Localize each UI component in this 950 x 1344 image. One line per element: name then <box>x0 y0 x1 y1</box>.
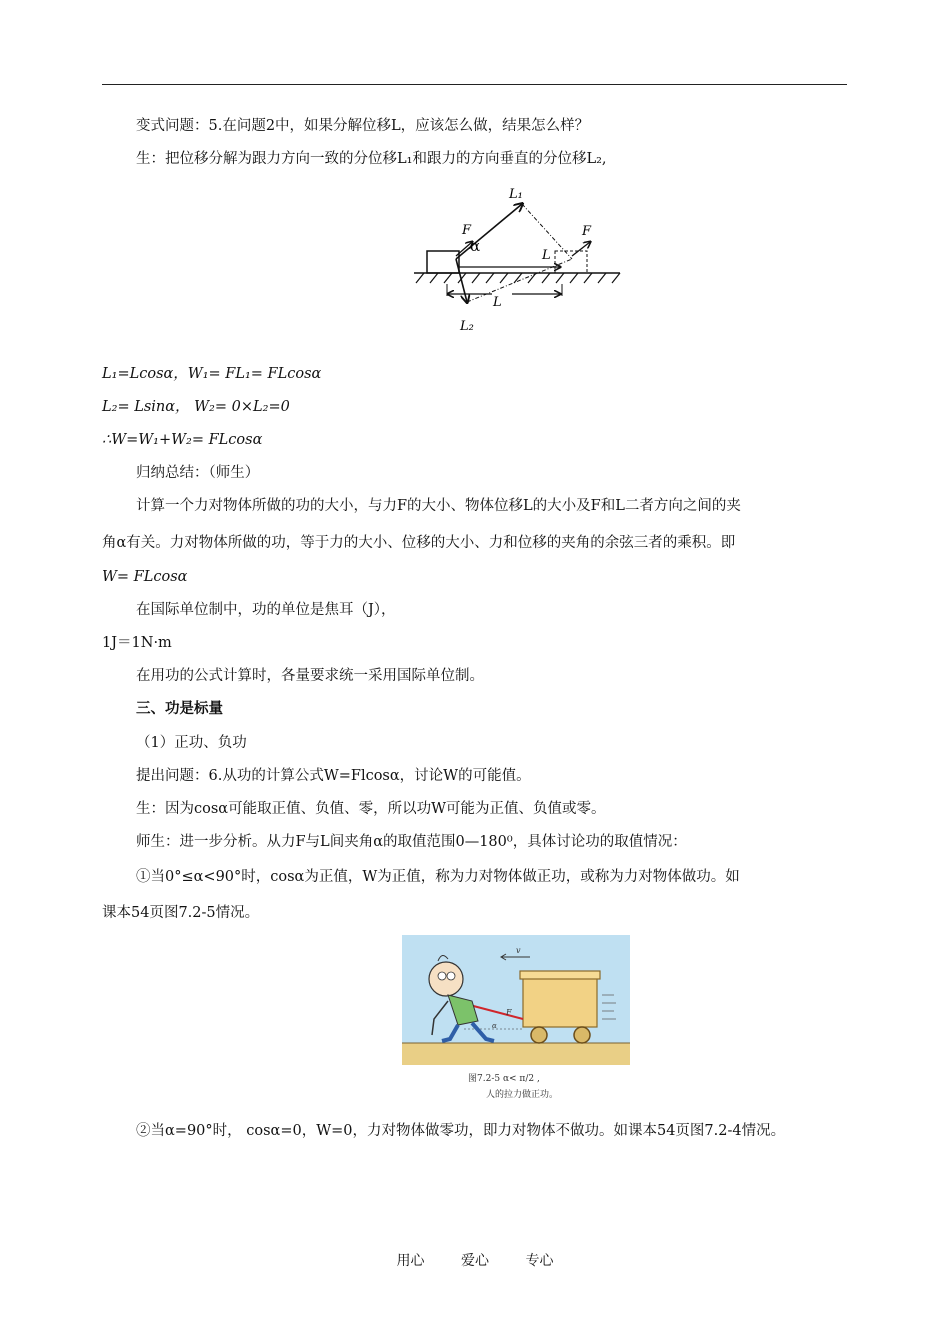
footer-text: 用心 <box>396 1253 425 1269</box>
label-alpha: α <box>470 237 481 255</box>
formula-line: L₁=Lcosα，W₁= FL₁= FLcosα <box>102 366 322 382</box>
label-F-left: F <box>462 223 472 238</box>
label-L-bottom: L <box>493 295 502 310</box>
text-line: 变式问题：5.在问题2中，如果分解位移L，应该怎么做，结果怎么样？ <box>136 118 590 134</box>
displacement-decomposition-diagram <box>412 184 627 338</box>
formula-line: ∴W=W₁+W₂= FLcosα <box>102 432 263 448</box>
text-line: 1J＝1N·m <box>102 635 172 651</box>
footer-text: 爱心 <box>461 1253 489 1269</box>
formula-line: W= FLcosα <box>102 569 188 585</box>
text-line: 生：因为cosα可能取正值、负值、零，所以功W可能为正值、负值或零。 <box>136 801 606 817</box>
label-L1: L₁ <box>509 187 523 202</box>
section-heading: 三、功是标量 <box>136 700 223 717</box>
header-rule <box>102 84 847 85</box>
velocity-label: v <box>516 946 521 955</box>
figure-caption-line2: 人的拉力做正功。 <box>486 1090 559 1100</box>
text-line: （1）正功、负功 <box>136 735 247 751</box>
label-F-right: F <box>582 224 592 239</box>
text-line: 角α有关。力对物体所做的功，等于力的大小、位移的大小、力和位移的夹角的余弦三者的乘积。即 <box>102 535 736 551</box>
page-footer <box>0 1250 950 1270</box>
text-line: 师生：进一步分析。从力F与L间夹角α的取值范围0—180⁰，具体讨论功的取值情况： <box>136 834 687 850</box>
figure-caption-line1: 图7.2-5 α< π/2 , <box>468 1074 540 1084</box>
angle-label: α <box>492 1022 497 1030</box>
formula-line: L₂= Lsinα， W₂= 0×L₂=0 <box>102 399 290 415</box>
text-line: ②当α=90°时， cosα=0，W=0，力对物体做零功，即力对物体不做功。如课本54页图7.2-4情况。 <box>136 1123 786 1139</box>
text-line: 课本54页图7.2-5情况。 <box>102 905 260 921</box>
textbook-figure-7-2-5 <box>402 935 630 1105</box>
label-L2: L₂ <box>460 319 474 334</box>
text-line: 计算一个力对物体所做的功的大小，与力F的大小、物体位移L的大小及F和L二者方向之间的夹 <box>136 498 741 514</box>
footer-text: 专心 <box>525 1253 554 1269</box>
text-line: 归纳总结：（师生） <box>136 465 260 481</box>
label-L-mid: L <box>542 248 551 263</box>
text-line: 在国际单位制中，功的单位是焦耳（J）， <box>136 602 396 618</box>
text-line: 生：把位移分解为跟力方向一致的分位移L₁和跟力的方向垂直的分位移L₂, <box>136 151 607 167</box>
text-line: 在用功的公式计算时，各量要求统一采用国际单位制。 <box>136 668 484 684</box>
text-line: 提出问题：6.从功的计算公式W=Flcosα，讨论W的可能值。 <box>136 768 531 784</box>
text-line: ①当0°≤α<90°时，cosα为正值，W为正值，称为力对物体做正功，或称为力对物体做功。如 <box>136 869 740 885</box>
force-label: F <box>506 1008 512 1017</box>
